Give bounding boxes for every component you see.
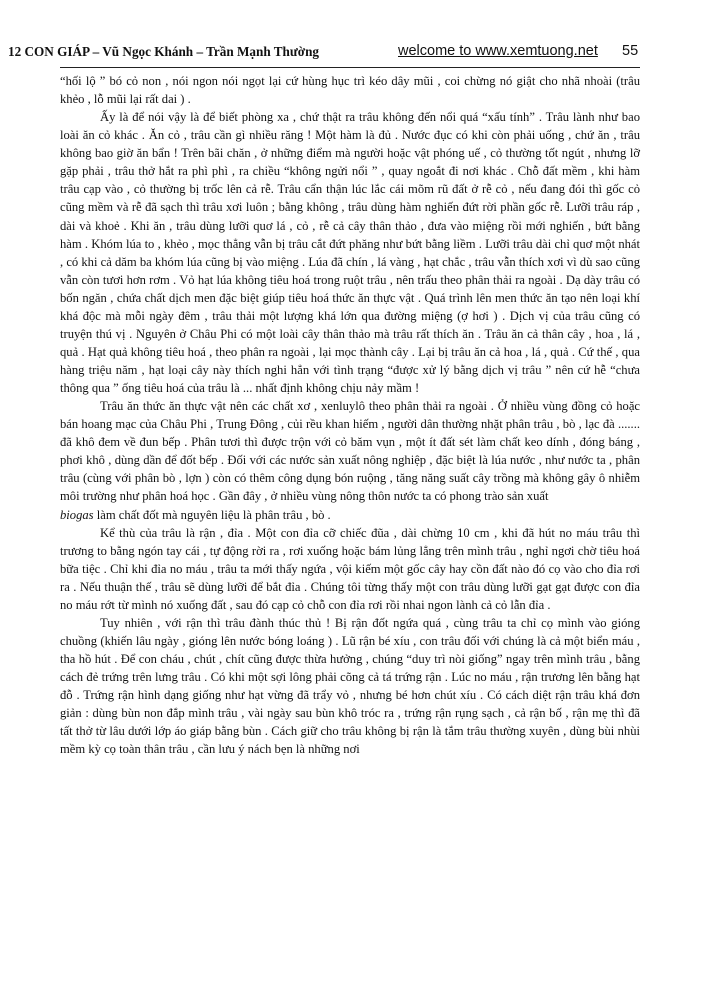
biogas-term: biogas: [60, 507, 94, 522]
paragraph: Ấy là để nói vậy là để biết phòng xa , chứ thật ra trâu không đến nổi quá “xấu tính” . Trâu lành như bao loài ăn cỏ khác . Ăn cỏ , trâu cần gì nhiều răng ! Một hàm là đủ . Nước đục có khi còn phải uống , chứ ăn , trâu không bao giờ ăn bẩn ! Trên bãi chăn , ở những điểm mà người hoặc vật phóng uế , cỏ thường tốt ngút , nhưng lỡ gặp phải , trâu thở hắt ra phì phì , ra chiều “không ngửi nổi ” , quay ngoắt đi nơi khác . Chỗ đất mềm , khi hàm trâu cạp vào , cỏ thường bị trốc lên cả rễ. Trâu cẩn thận lúc lắc cái mõm rũ đất ở rễ cỏ , nếu đang đói thì gốc cỏ cũng mềm và rễ đã sạch thì trâu xơi luôn ; bằng không , trâu dùng hàm nghiến đứt rời phần gốc rễ. Lưỡi trâu ráp , dài và khoẻ . Khi ăn , trâu dùng lưỡi quơ lá , cỏ , rễ cả cây thân thảo , đưa vào miệng rồi mới nghiến , bứt bằng hàm . Khóm lúa to , khẻo , mọc thẳng vẫn bị trâu cắt đứt phăng như bứt bằng liềm . Lưỡi trâu dài chỉ quơ một nhát , có khi cả dăm ba khóm lúa cũng bị vào miệng . Lúa đã chín , lá vàng , hạt chắc , trâu vẫn thích xơi vì dù sao cũng vẫn còn tươi hơn rơm . Vỏ hạt lúa không tiêu hoá trong ruột trâu , nên trấu theo phân thải ra ngoài . Dạ dày trâu có bốn ngăn , chứa chất dịch men đặc biệt giúp tiêu hoá thức ăn thực vật . Quá trình lên men thức ăn tạo nên loại khí khá độc mà mỗi ngày đêm , trâu thải một lượng khá lớn qua đường miệng (ợ hơi ) . Dịch vị của trâu cũng có truyện thú vị . Nguyên ở Châu Phi có một loài cây thân thảo mà trâu rất thích ăn . Trâu ăn cả thân cây , hoa , lá , quả . Hạt quả không tiêu hoá , theo phân ra ngoài , lại mọc thành cây . Lại bị trâu ăn cả hoa , lá , quả . Cứ thế , qua hàng triệu năm , hạt loại cây này thích nghi hẳn với tình trạng “được xử lý bằng dịch vị trâu ” nên cứ hễ “chưa thông qua ” ống tiêu hoá của trâu là ... nhất định không chịu nảy mầm !: [60, 110, 640, 396]
body-text: [60, 72, 640, 758]
paragraph: “hối lộ ” bó cỏ non , nói ngon nói ngọt lại cứ hùng hục trì kéo dây mũi , coi chừng nó giật cho nhã nhoài (trâu khẻo , lỗ mũi lại rất dai ) .: [60, 74, 640, 107]
paragraph: Kể thù của trâu là rận , đỉa . Một con đỉa cỡ chiếc đũa , dài chừng 10 cm , khi đã hút no máu trâu thì trương to bằng ngón tay cái , tự động rời ra , rơi xuống hoặc bám lủng lẳng trên mình trâu , nghỉ ngơi chờ tiêu hoá bữa tiệc . Chỉ khi đỉa no máu , trâu ta mới thấy ngứa , vội kiếm một gốc cây hay cồn đất nào đó cọ vào cho đỉa rơi ra . Nếu thuận thế , trâu sẽ dùng lưỡi để bắt đỉa . Chúng tôi từng thấy một con trâu dùng lưỡi gạt gạt được con đỉa no máu rớt từ mình nó xuống đất , sau đó cạp cỏ chỗ con đỉa rơi rồi nhai ngon lành cả cỏ lẫn đỉa .: [60, 525, 640, 612]
paragraph: Tuy nhiên , với rận thì trâu đành thúc thủ ! Bị rận đốt ngứa quá , cùng trâu ta chỉ cọ mình vào gióng chuồng (khiến lâu ngày , gióng lên nước bóng loáng ) . Lũ rận bé xíu , con trâu đối với chúng là cả một biển máu , tha hồ hút . Để con cháu , chút , chít cũng được thừa hưởng , chúng “duy trì nòi giống” ngay trên mình trâu , bằng cách đẻ trứng trên lưng trâu . Có khi một sợi lông phải cõng cả tá trứng rận . Lúc no máu , rận trương lên bằng hạt đỗ . Trứng rận hình dạng giống như hạt vừng đã trẩy vỏ , nhưng bé hơn chút xíu . Có cách diệt rận trâu khá đơn giản : dùng bùn non đắp mình trâu , vài ngày sau bùn khô tróc ra , trứng rận rụng sạch , cả rận bố , rận mẹ thì đã tất thở từ lâu dưới lớp áo giáp bằng bùn . Cách giữ cho trâu không bị rận là tắm trâu thường xuyên , dùng bùi nhùi mềm kỳ cọ toàn thân trâu , cần lưu ý nách bẹn là những nơi: [60, 615, 640, 757]
header-rule: [60, 67, 640, 68]
book-title: 12 CON GIÁP – Vũ Ngọc Khánh – Trần Mạnh Thường: [8, 44, 320, 59]
paragraph-text: Trâu ăn thức ăn thực vật nên các chất xơ , xenluylô theo phân thải ra ngoài . Ở nhiều vùng đồng cỏ hoặc bán hoang mạc của Châu Phi , Trung Đông , củi rều khan hiếm , người dân thường nhặt phân trâu , bò , lạc đà ....... đã khô đem về đun bếp . Phân tươi thì được trộn với cỏ băm vụn , một ít đất sét làm chất keo dính , đóng báng , phơi khô , dùng dần để đốt bếp . Đối với các nước sản xuất nông nghiệp , đặc biệt là lúa nước , như nước ta , phân trâu (cùng với phân bò , lợn ) còn có thêm công dụng bón ruộng , tăng năng suất cây trồng mà không gây ô nhiễm môi trường như phân hoá học . Gần đây , ở nhiều vùng nông thôn nước ta có phong trào sản xuất: [60, 399, 640, 504]
page-header: [8, 43, 639, 64]
paragraph: [60, 397, 640, 523]
paragraph-tail: làm chất đốt mà nguyên liệu là phân trâu , bò .: [93, 507, 331, 522]
website-link[interactable]: welcome to www.xemtuong.net: [398, 43, 598, 59]
page-number: 55: [622, 43, 639, 59]
